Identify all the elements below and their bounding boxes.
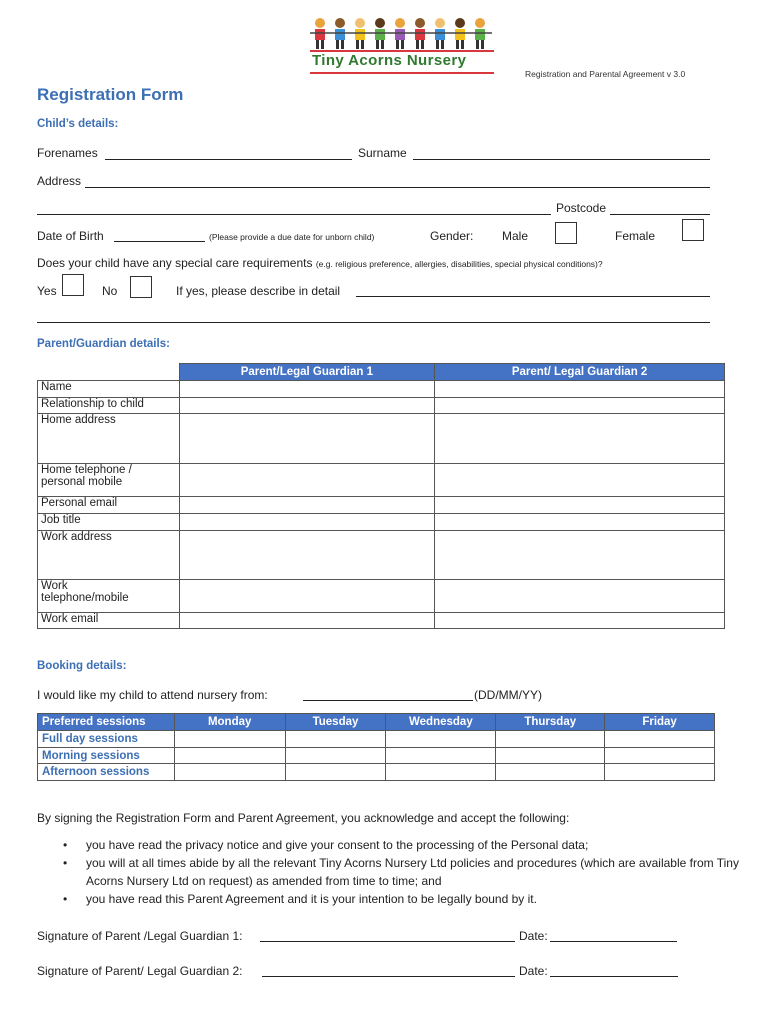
session-row-morning: Morning sessions: [38, 748, 175, 764]
guardian-2-name-field[interactable]: [435, 381, 725, 398]
describe-label: If yes, please describe in detail: [176, 284, 341, 298]
signature-2-label: Signature of Parent/ Legal Guardian 2:: [37, 964, 243, 978]
session-cell[interactable]: [285, 731, 386, 748]
signature-1-date-field[interactable]: [550, 941, 677, 942]
row-label-name: Name: [38, 381, 180, 398]
day-header-friday: Friday: [605, 714, 715, 731]
female-checkbox[interactable]: [682, 219, 704, 241]
table-row: [38, 748, 715, 764]
table-row: [38, 580, 725, 613]
yes-checkbox[interactable]: [62, 274, 84, 296]
agreement-list: [60, 836, 740, 908]
guardian-1-work-telephone-field[interactable]: [179, 580, 435, 613]
guardian-2-work-email-field[interactable]: [435, 613, 725, 629]
document-version: Registration and Parental Agreement v 3.0: [525, 69, 686, 79]
guardian-1-relationship-field[interactable]: [179, 398, 435, 414]
guardian-2-work-address-field[interactable]: [435, 531, 725, 580]
parent-details-heading: Parent/Guardian details:: [37, 338, 170, 350]
table-row: [38, 731, 715, 748]
guardian-1-header: Parent/Legal Guardian 1: [179, 364, 435, 381]
address-label: Address: [37, 174, 82, 188]
row-label-work-telephone: Work telephone/mobile: [38, 580, 180, 613]
no-label: No: [102, 284, 118, 298]
table-row: [38, 531, 725, 580]
row-label-home-address: Home address: [38, 414, 180, 464]
female-label: Female: [615, 229, 656, 243]
guardian-1-work-address-field[interactable]: [179, 531, 435, 580]
session-cell[interactable]: [285, 764, 386, 781]
table-row: [38, 514, 725, 531]
row-label-relationship: Relationship to child: [38, 398, 180, 414]
forenames-field[interactable]: [105, 159, 352, 160]
session-cell[interactable]: [605, 748, 715, 764]
guardian-2-job-title-field[interactable]: [435, 514, 725, 531]
special-care-question-text: Does your child have any special care requirements: [37, 256, 313, 270]
session-cell[interactable]: [174, 764, 285, 781]
session-cell[interactable]: [386, 731, 496, 748]
dob-label: Date of Birth: [37, 229, 104, 243]
day-header-thursday: Thursday: [496, 714, 605, 731]
dob-field[interactable]: [114, 241, 205, 242]
guardian-1-home-telephone-field[interactable]: [179, 464, 435, 497]
table-corner: [38, 364, 180, 381]
gender-label: Gender:: [430, 229, 474, 243]
row-label-work-email: Work email: [38, 613, 180, 629]
date-format-hint: (DD/MM/YY): [474, 688, 542, 702]
table-row: [38, 464, 725, 497]
session-row-full-day: Full day sessions: [38, 731, 175, 748]
guardian-1-work-email-field[interactable]: [179, 613, 435, 629]
session-cell[interactable]: [496, 748, 605, 764]
guardian-1-home-address-field[interactable]: [179, 414, 435, 464]
signature-1-field[interactable]: [260, 941, 515, 942]
child-details-heading: Child’s details:: [37, 118, 119, 130]
guardian-2-header: Parent/ Legal Guardian 2: [435, 364, 725, 381]
postcode-label: Postcode: [556, 201, 607, 215]
day-header-tuesday: Tuesday: [285, 714, 386, 731]
signature-2-field[interactable]: [262, 976, 515, 977]
guardian-1-job-title-field[interactable]: [179, 514, 435, 531]
table-row: [38, 764, 715, 781]
day-header-wednesday: Wednesday: [386, 714, 496, 731]
male-label: Male: [502, 229, 529, 243]
yes-label: Yes: [37, 284, 57, 298]
row-label-home-telephone: Home telephone / personal mobile: [38, 464, 180, 497]
table-row: [38, 613, 725, 629]
describe-field-line-2[interactable]: [37, 322, 710, 323]
session-cell[interactable]: [386, 748, 496, 764]
signature-1-label: Signature of Parent /Legal Guardian 1:: [37, 929, 243, 943]
row-label-job-title: Job title: [38, 514, 180, 531]
parent-details-table: [37, 363, 725, 629]
no-checkbox[interactable]: [130, 276, 152, 298]
session-cell[interactable]: [285, 748, 386, 764]
table-row: [38, 381, 725, 398]
session-cell[interactable]: [386, 764, 496, 781]
special-care-question: [37, 256, 603, 270]
session-cell[interactable]: [605, 764, 715, 781]
logo-text: Tiny Acorns Nursery: [312, 52, 467, 69]
guardian-1-personal-email-field[interactable]: [179, 497, 435, 514]
attend-from-label: I would like my child to attend nursery from:: [37, 688, 268, 702]
agreement-intro: By signing the Registration Form and Parent Agreement, you acknowledge and accept the following:: [37, 811, 570, 825]
preferred-sessions-header: Preferred sessions: [38, 714, 175, 731]
day-header-monday: Monday: [174, 714, 285, 731]
row-label-personal-email: Personal email: [38, 497, 180, 514]
guardian-2-home-address-field[interactable]: [435, 414, 725, 464]
session-cell[interactable]: [605, 731, 715, 748]
signature-2-date-label: Date:: [519, 964, 548, 978]
dob-note: (Please provide a due date for unborn child): [209, 232, 375, 242]
session-cell[interactable]: [496, 731, 605, 748]
signature-1-date-label: Date:: [519, 929, 548, 943]
row-label-work-address: Work address: [38, 531, 180, 580]
postcode-field[interactable]: [610, 214, 710, 215]
describe-field-line-1[interactable]: [356, 296, 710, 297]
booking-details-heading: Booking details:: [37, 660, 127, 672]
session-cell[interactable]: [174, 748, 285, 764]
signature-2-date-field[interactable]: [550, 976, 678, 977]
session-cell[interactable]: [496, 764, 605, 781]
agreement-item: • you have read this Parent Agreement and it is your intention to be legally bound by it.: [60, 890, 740, 908]
session-cell[interactable]: [174, 731, 285, 748]
table-row: [38, 398, 725, 414]
guardian-2-personal-email-field[interactable]: [435, 497, 725, 514]
guardian-1-name-field[interactable]: [179, 381, 435, 398]
attend-from-date-field[interactable]: [303, 700, 473, 701]
male-checkbox[interactable]: [555, 222, 577, 244]
agreement-item: • you have read the privacy notice and give your consent to the processing of the Personal data;: [60, 836, 740, 854]
table-row: [38, 497, 725, 514]
guardian-2-relationship-field[interactable]: [435, 398, 725, 414]
page-title: Registration Form: [37, 85, 184, 104]
address-field-line-1[interactable]: [85, 187, 710, 188]
surname-field[interactable]: [413, 159, 710, 160]
special-care-note: (e.g. religious preference, allergies, disabilities, special physical conditions)?: [315, 259, 603, 269]
table-row: [38, 414, 725, 464]
forenames-label: Forenames: [37, 146, 98, 160]
guardian-2-home-telephone-field[interactable]: [435, 464, 725, 497]
agreement-item: • you will at all times abide by all the relevant Tiny Acorns Nursery Ltd policies and procedures (which are available from Tiny Acorns Nursery Ltd on request) as amended from time to time; and: [60, 854, 740, 890]
surname-label: Surname: [358, 146, 407, 160]
session-row-afternoon: Afternoon sessions: [38, 764, 175, 781]
address-field-line-2[interactable]: [37, 214, 551, 215]
guardian-2-work-telephone-field[interactable]: [435, 580, 725, 613]
booking-sessions-table: [37, 713, 715, 781]
